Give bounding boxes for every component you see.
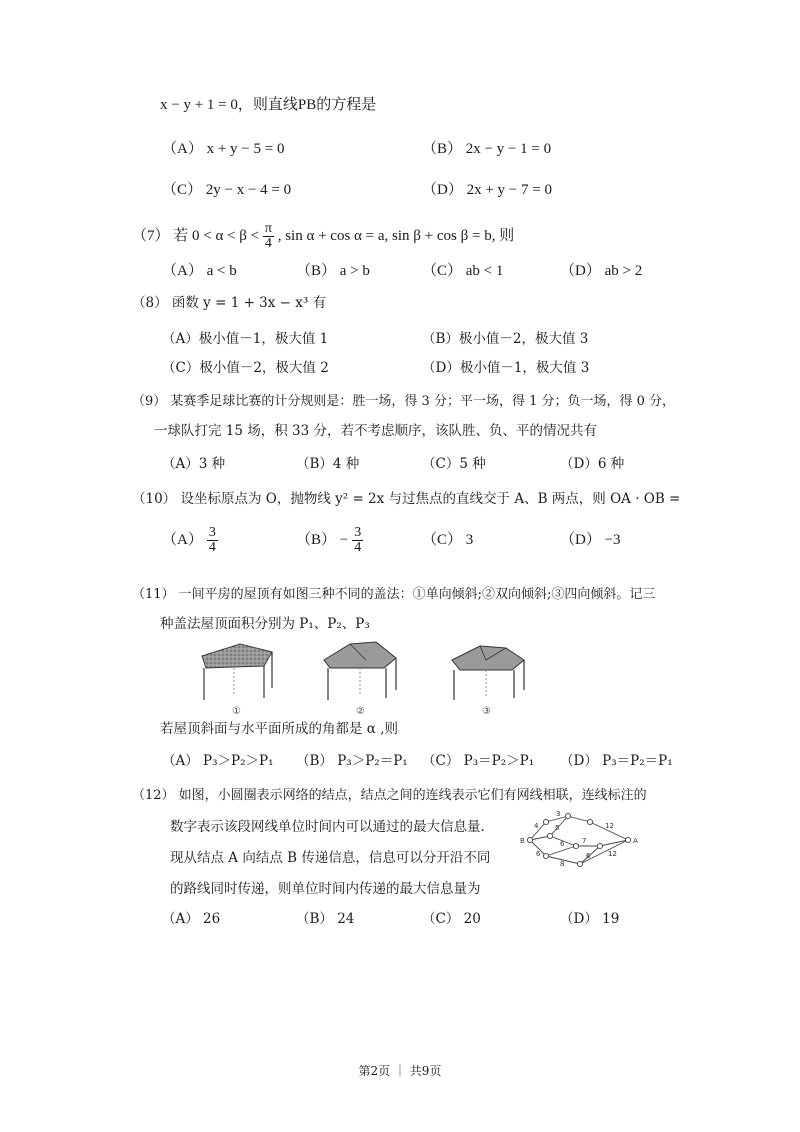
option-d: （D） 2x + y − 7 = 0 bbox=[422, 182, 552, 198]
q11-option-b: （B） P₃＞P₂＝P₁ bbox=[296, 753, 408, 769]
frac-denominator: 4 bbox=[354, 539, 362, 555]
question-11-line-1: （11） 一间平房的屋顶有如图三种不同的盖法：①单向倾斜;②双向倾斜;③四向倾斜。记三 bbox=[132, 587, 656, 602]
q10-option-c: （C） 3 bbox=[422, 532, 474, 548]
question-12-line-3: 现从结点 A 向结点 B 传递信息，信息可以分开沿不同 bbox=[170, 850, 491, 866]
figure-1-label: ① bbox=[232, 706, 241, 716]
edge-label: 8 bbox=[560, 860, 565, 868]
q10-option-a-fraction bbox=[207, 526, 218, 555]
frac-denominator: 4 bbox=[208, 539, 216, 555]
question-11-line-3: 若屋顶斜面与水平面所成的角都是 α ,则 bbox=[160, 721, 398, 737]
question-12-line-4: 的路线同时传递，则单位时间内传递的最大信息量为 bbox=[170, 881, 481, 897]
question-12-line-2: 数字表示该段网线单位时间内可以通过的最大信息量. bbox=[170, 819, 485, 835]
q7-option-a: （A） a < b bbox=[162, 263, 237, 279]
question-12-line-1: （12） 如图，小圆圈表示网络的结点，结点之间的连线表示它们有网线相联，连线标注的 bbox=[132, 788, 647, 803]
q7-tail: , sin α + cos α = a, sin β + cos β = b, 则 bbox=[277, 227, 515, 244]
q8-option-b: （B）极小值－2，极大值 3 bbox=[422, 331, 589, 347]
edge-label: 7 bbox=[582, 837, 587, 845]
page-footer: 第2页 ｜ 共9页 bbox=[358, 1064, 442, 1078]
question-11-line-2: 种盖法屋顶面积分别为 P₁、P₂、P₃ bbox=[160, 616, 370, 632]
q9-option-b: （B）4 种 bbox=[296, 456, 360, 472]
roof-figure-2 bbox=[324, 642, 396, 716]
continuation-text: x − y + 1 = 0，则直线PB的方程是 bbox=[160, 97, 377, 113]
figure-3-label: ③ bbox=[482, 706, 491, 716]
question-9-line-2: 一球队打完 15 场，积 33 分，若不考虑顺序，该队胜、负、平的情况共有 bbox=[154, 423, 598, 439]
q10-option-d: （D） −3 bbox=[560, 532, 621, 548]
q7-prefix: （7） 若 bbox=[132, 227, 189, 244]
frac-denominator: 4 bbox=[264, 236, 272, 251]
question-8: （8） 函数 y = 1 + 3x − x³ 有 bbox=[132, 295, 327, 311]
edge-label: 6 bbox=[536, 850, 541, 858]
roof-figures bbox=[190, 638, 540, 716]
q7-option-b: （B） a > b bbox=[296, 263, 370, 279]
frac-numerator: 3 bbox=[354, 524, 362, 540]
frac-numerator: 3 bbox=[208, 524, 216, 540]
edge-label: 12 bbox=[608, 850, 617, 858]
pi-over-4 bbox=[263, 222, 274, 251]
q8-option-d: （D）极小值－1，极大值 3 bbox=[422, 360, 590, 376]
q8-option-c: （C）极小值－2，极大值 2 bbox=[162, 360, 329, 376]
q9-option-d: （D）6 种 bbox=[560, 456, 625, 472]
q12-option-d: （D） 19 bbox=[560, 911, 620, 927]
edge-label: 4 bbox=[534, 822, 539, 830]
q12-option-b: （B） 24 bbox=[296, 911, 355, 927]
node-b-label: B bbox=[520, 837, 525, 845]
q10-option-b-fraction bbox=[352, 526, 363, 555]
q9-option-c: （C）5 种 bbox=[422, 456, 486, 472]
edge-label: 12 bbox=[605, 822, 614, 830]
q10-option-a bbox=[162, 522, 218, 558]
frac-numerator: π bbox=[264, 221, 272, 236]
q11-option-a: （A） P₃＞P₂＞P₁ bbox=[162, 753, 274, 769]
q12-option-c: （C） 20 bbox=[422, 911, 481, 927]
edge-label: 6 bbox=[560, 840, 565, 848]
q10-option-a-label: （A） bbox=[162, 532, 203, 548]
q10-option-b bbox=[296, 522, 363, 558]
edge-label: 3 bbox=[556, 810, 561, 818]
q7-option-c: （C） ab < 1 bbox=[422, 263, 504, 279]
q10-option-b-label: （B） − bbox=[296, 532, 349, 548]
roof-figure-1 bbox=[202, 644, 272, 716]
option-c: （C） 2y − x − 4 = 0 bbox=[162, 182, 292, 198]
roof-figure-3 bbox=[452, 646, 524, 716]
edge-label: 5 bbox=[555, 824, 560, 832]
q9-option-a: （A）3 种 bbox=[162, 456, 226, 472]
q11-option-c: （C） P₃＝P₂＞P₁ bbox=[422, 753, 535, 769]
q7-condition: 0 < α < β < bbox=[192, 227, 260, 244]
option-a: （A） x + y − 5 = 0 bbox=[162, 141, 285, 157]
q8-option-a: （A）极小值－1，极大值 1 bbox=[162, 331, 329, 347]
q11-option-d: （D） P₃＝P₂＝P₁ bbox=[560, 753, 673, 769]
question-7 bbox=[132, 222, 514, 251]
edge-label: 6 bbox=[586, 852, 591, 860]
option-b: （B） 2x − y − 1 = 0 bbox=[422, 141, 552, 157]
q7-option-d: （D） ab > 2 bbox=[560, 263, 643, 279]
node-a-label: A bbox=[633, 837, 638, 845]
question-9-line-1: （9） 某赛季足球比赛的计分规则是：胜一场，得 3 分；平一场，得 1 分；负一场，得 0 分， bbox=[132, 394, 676, 409]
figure-2-label: ② bbox=[356, 706, 365, 716]
question-10: （10） 设坐标原点为 O，抛物线 y² = 2x 与过焦点的直线交于 A、B 两点，则 OA · OB = bbox=[132, 491, 681, 507]
network-diagram bbox=[520, 806, 642, 876]
q12-option-a: （A） 26 bbox=[162, 911, 221, 927]
